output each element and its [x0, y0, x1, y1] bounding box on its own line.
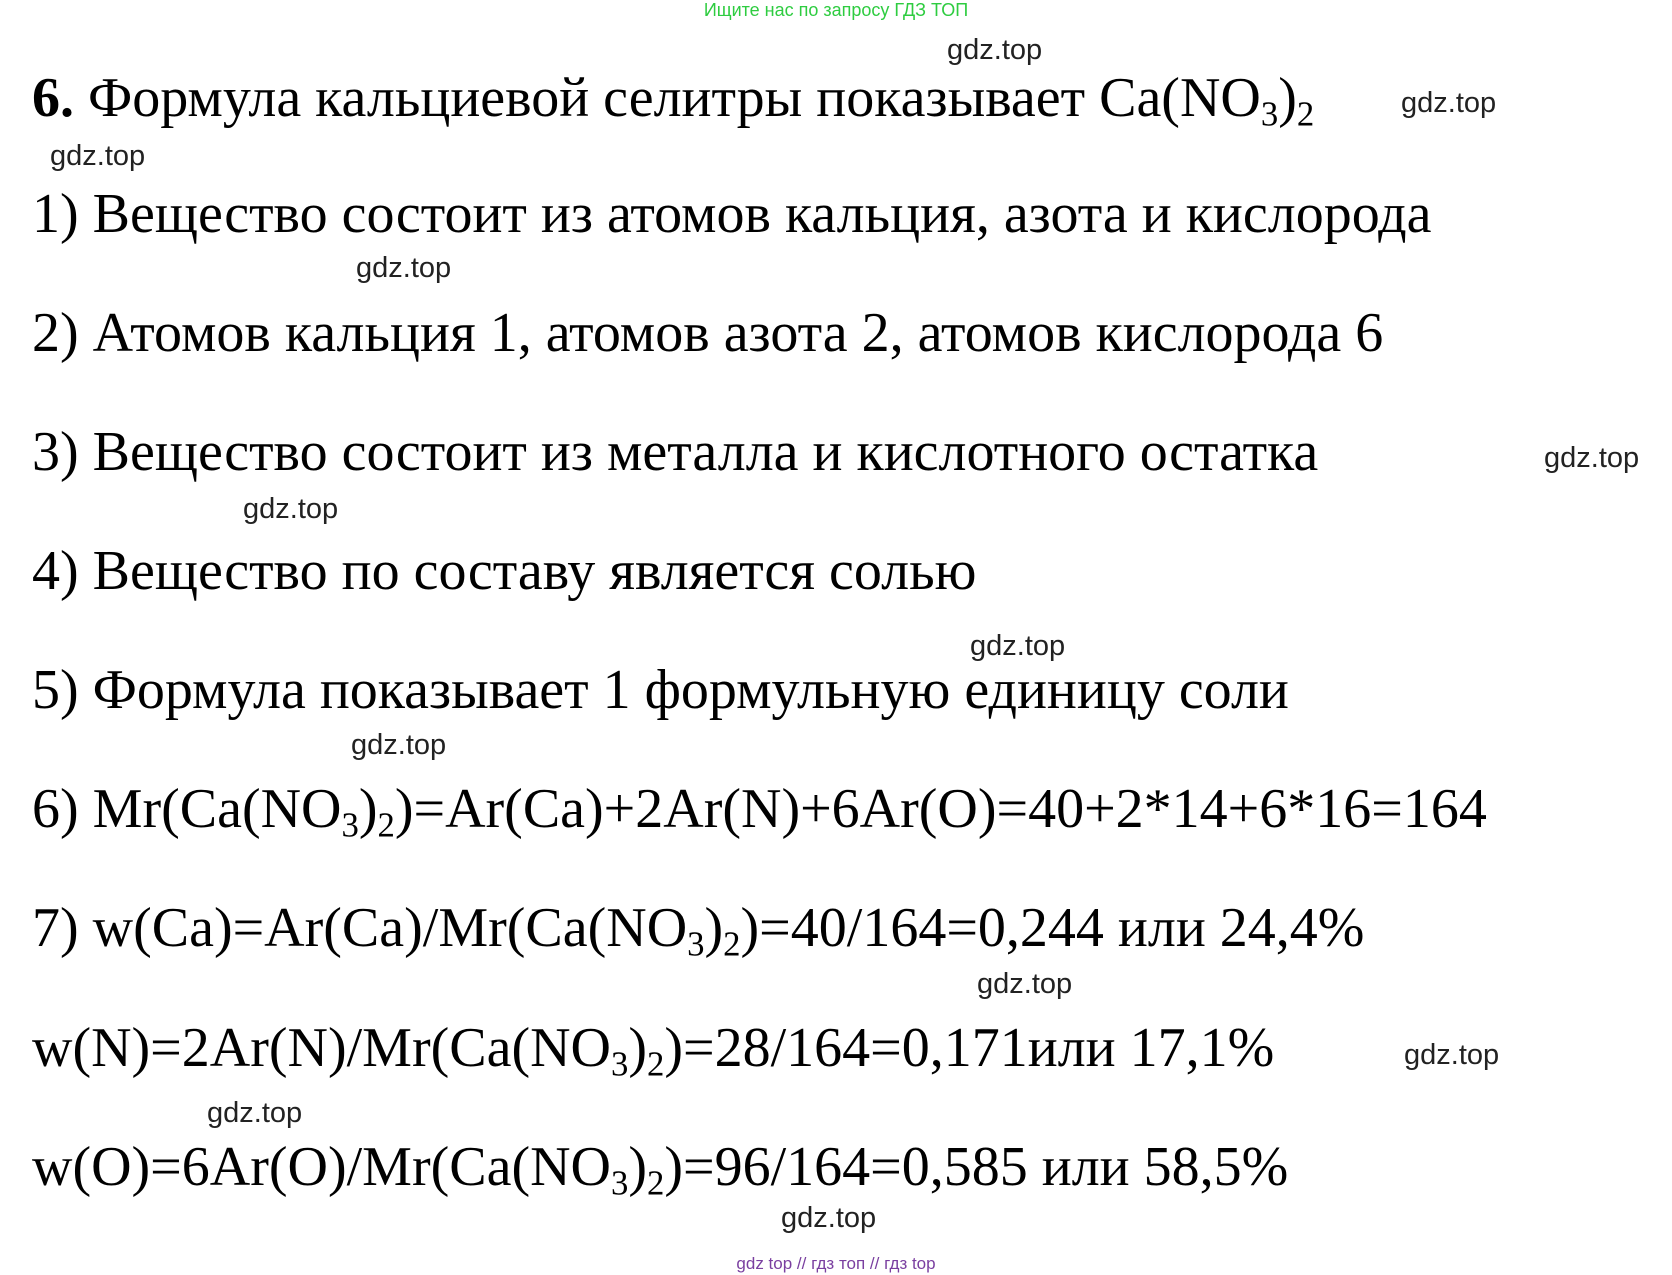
task-title-text: Формула кальциевой селитры показывает Ca(NO: [88, 67, 1261, 129]
formula-mass-fraction-n: $w(N)=2Ar(N)/Mr(Ca(NO_3)_2)=28/164=0,171или$ 17,1%: [32, 1017, 1275, 1084]
subscript: 2: [723, 924, 741, 964]
answer-item-4: 4) Вещество по составу является солью: [32, 540, 977, 602]
answer-item-5: 5) Формула показывает 1 формульную единицу соли: [32, 659, 1289, 721]
watermark: gdz.top: [1404, 1039, 1500, 1071]
task-number: 6.: [32, 67, 74, 129]
watermark: gdz.top: [970, 630, 1066, 662]
subscript: 2: [647, 1044, 665, 1084]
formula-molar-mass: 6) $Mr(Ca(NO_3)_2)=Ar(Ca)+2Ar(N)+6Ar(O)=40+2*14+6*16=164$: [32, 778, 1487, 845]
answer-item-1: 1) Вещество состоит из атомов кальция, азота и кислорода: [32, 183, 1432, 245]
search-hint-link[interactable]: Ищите нас по запросу ГДЗ ТОП: [703, 0, 969, 20]
answer-item-2: 2) Атомов кальция 1, атомов азота 2, атомов кислорода 6: [32, 302, 1384, 364]
watermark: gdz.top: [781, 1202, 877, 1234]
watermark: gdz.top: [351, 729, 447, 761]
subscript: 2: [647, 1163, 665, 1203]
watermark: gdz.top: [207, 1097, 303, 1129]
watermark: gdz.top: [50, 140, 146, 172]
subscript: 3: [610, 1044, 629, 1084]
watermark: gdz.top: [1401, 87, 1497, 119]
answer-item-3: 3) Вещество состоит из металла и кислотного остатка: [32, 421, 1319, 483]
subscript: 2: [1296, 94, 1315, 134]
subscript: 3: [610, 1163, 629, 1203]
watermark: gdz.top: [356, 252, 452, 284]
task-title: 6. Формула кальциевой селитры показывает $Ca(NO_3)_2$: [32, 67, 1315, 134]
subscript: 3: [1260, 94, 1279, 134]
footer-links[interactable]: gdz top // гдз топ // гдз top: [736, 1254, 936, 1273]
subscript: 3: [687, 924, 705, 964]
watermark: gdz.top: [977, 968, 1073, 1000]
formula-mass-fraction-o: $w(O)=6Ar(O)/Mr(Ca(NO_3)_2)=96/164=0,585$ или 58,5%: [32, 1136, 1289, 1203]
subscript: 3: [341, 805, 359, 845]
formula-mass-fraction-ca: 7) $w(Ca)=Ar(Ca)/Mr(Ca(NO_3)_2)=40/164=0,244$ или 24,4%: [32, 897, 1365, 964]
watermark: gdz.top: [243, 493, 339, 525]
watermark: gdz.top: [1544, 442, 1640, 474]
watermark: gdz.top: [947, 34, 1043, 66]
subscript: 2: [377, 805, 395, 845]
